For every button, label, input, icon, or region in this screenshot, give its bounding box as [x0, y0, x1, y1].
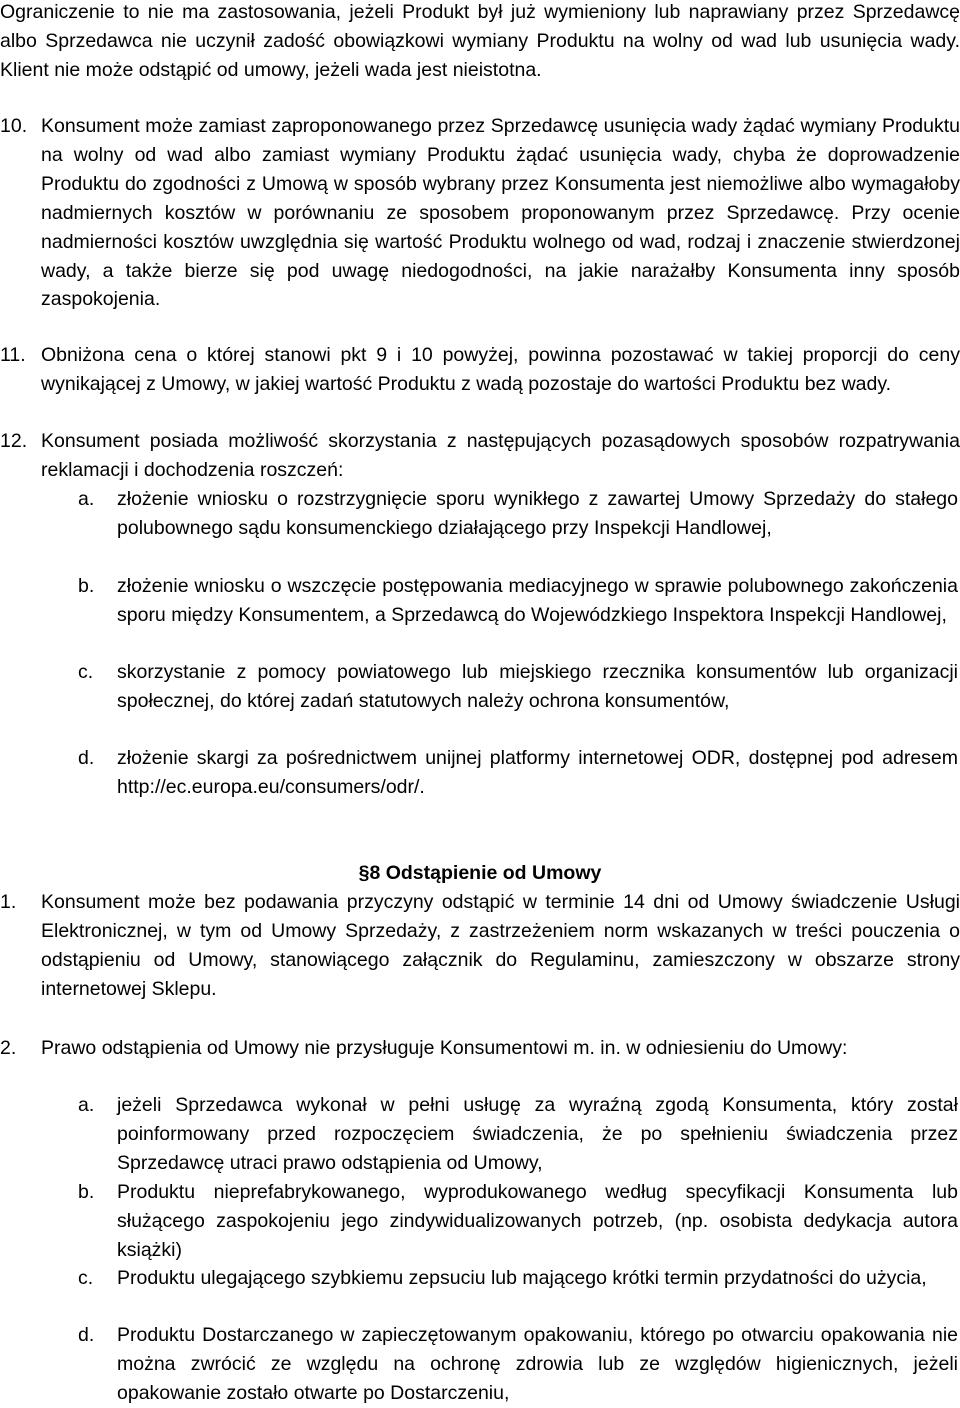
sub-item-text: skorzystanie z pomocy powiatowego lub miejskiego rzecznika konsumentów lub organizacji społecznej, do której zadań statutowych należy ochrona konsumentów,: [117, 661, 958, 712]
sub-item-2c: [78, 1264, 958, 1293]
section8-item-2: [0, 1034, 960, 1063]
sub-item-12d: [78, 744, 958, 802]
intro-text: Ograniczenie to nie ma zastosowania, jeżeli Produkt był już wymieniony lub naprawiany przez Sprzedawcę albo Sprzedawca nie uczynił zadość obowiązkowi wymiany Produktu na wolny od wad lub usunięcia wady. Klient nie może odstąpić od umowy, jeżeli wada jest nieistotna.: [0, 1, 960, 81]
sub-item-12b: [78, 572, 958, 630]
list-item-10: [0, 112, 960, 314]
sub-item-text: Produktu Dostarczanego w zapieczętowanym opakowaniu, którego po otwarciu opakowania nie można zwrócić ze względu na ochronę zdrowia lub ze względów higienicznych, jeżeli opakowanie zostało otwarte po Dostarczeniu,: [117, 1324, 958, 1404]
sub-item-text: Produktu ulegającego szybkiemu zepsuciu lub mającego krótki termin przydatności do użycia,: [117, 1267, 927, 1289]
section8-item-1: [0, 888, 960, 1004]
item-text: Konsument może bez podawania przyczyny odstąpić w terminie 14 dni od Umowy świadczenie Usługi Elektronicznej, w tym od Umowy Sprzedaży, z zastrzeżeniem norm wskazanych w treści pouczenia o odstąpieniu od Umowy, stanowiącego załącznik do Regulaminu, zamieszczony w obszarze strony internetowej Sklepu.: [41, 891, 960, 1000]
item-number: 11.: [0, 344, 26, 366]
sub-item-letter: c.: [78, 661, 94, 683]
sub-item-letter: a.: [78, 1094, 95, 1116]
sub-item-text: Produktu nieprefabrykowanego, wyprodukowanego według specyfikacji Konsumenta lub służącego zaspokojeniu jego zindywidualizowanych potrzeb, (np. osobista dedykacja autora książki): [117, 1181, 958, 1261]
intro-paragraph: [0, 0, 960, 85]
sub-item-letter: a.: [78, 488, 95, 510]
sub-item-text: złożenie skargi za pośrednictwem unijnej platformy internetowej ODR, dostępnej pod adresem http://ec.europa.eu/consumers/odr/.: [117, 747, 958, 798]
sub-item-letter: d.: [78, 1324, 95, 1346]
sub-item-2b: [78, 1178, 958, 1265]
sub-item-letter: c.: [78, 1267, 94, 1289]
sub-item-letter: b.: [78, 1181, 95, 1203]
item-text: Konsument może zamiast zaproponowanego przez Sprzedawcę usunięcia wady żądać wymiany Produktu na wolny od wad albo zamiast wymiany Produktu żądać usunięcia wady, chyba że doprowadzenie Produktu do zgodności z Umową w sposób wybrany przez Konsumenta jest niemożliwe albo wymagałoby nadmiernych kosztów w porównaniu ze sposobem proponowanym przez Sprzedawcę. Przy ocenie nadmierności kosztów uwzględnia się wartość Produktu wolnego od wad, rodzaj i znaczenie stwierdzonej wady, a także bierze się pod uwagę niedogodności, na jakie narażałby Konsumenta inny sposób zaspokojenia.: [41, 115, 960, 311]
section-heading: §8 Odstąpienie od Umowy: [358, 862, 602, 884]
item-number: 2.: [0, 1037, 17, 1059]
sub-item-text: złożenie wniosku o rozstrzygnięcie sporu wynikłego z zawartej Umowy Sprzedaży do stałego polubownego sądu konsumenckiego działającego przy Inspekcji Handlowej,: [117, 488, 958, 539]
item-number: 10.: [0, 115, 28, 137]
list-item-11: [0, 341, 960, 399]
sub-item-12c: [78, 658, 958, 716]
sub-item-2a: [78, 1091, 958, 1178]
sub-item-2d: [78, 1321, 958, 1408]
item-number: 12.: [0, 430, 28, 452]
item-text: Konsument posiada możliwość skorzystania z następujących pozasądowych sposobów rozpatrywania reklamacji i dochodzenia roszczeń:: [41, 430, 960, 481]
sub-item-12a: [78, 485, 958, 543]
sub-item-text: złożenie wniosku o wszczęcie postępowania mediacyjnego w sprawie polubownego zakończenia sporu między Konsumentem, a Sprzedawcą do Wojewódzkiego Inspektora Inspekcji Handlowej,: [117, 575, 958, 626]
sub-item-text: jeżeli Sprzedawca wykonał w pełni usługę za wyraźną zgodą Konsumenta, który został poinformowany przed rozpoczęciem świadczenia, że po spełnieniu świadczenia przez Sprzedawcę utraci prawo odstąpienia od Umowy,: [117, 1094, 958, 1174]
item-text: Prawo odstąpienia od Umowy nie przysługuje Konsumentowi m. in. w odniesieniu do Umowy:: [41, 1037, 848, 1059]
item-number: 1.: [0, 891, 17, 913]
sub-item-letter: d.: [78, 747, 95, 769]
item-text: Obniżona cena o której stanowi pkt 9 i 10 powyżej, powinna pozostawać w takiej proporcji do ceny wynikającej z Umowy, w jakiej wartość Produktu z wadą pozostaje do wartości Produktu bez wady.: [41, 344, 960, 395]
list-item-12: [0, 427, 960, 485]
sub-item-letter: b.: [78, 575, 95, 597]
